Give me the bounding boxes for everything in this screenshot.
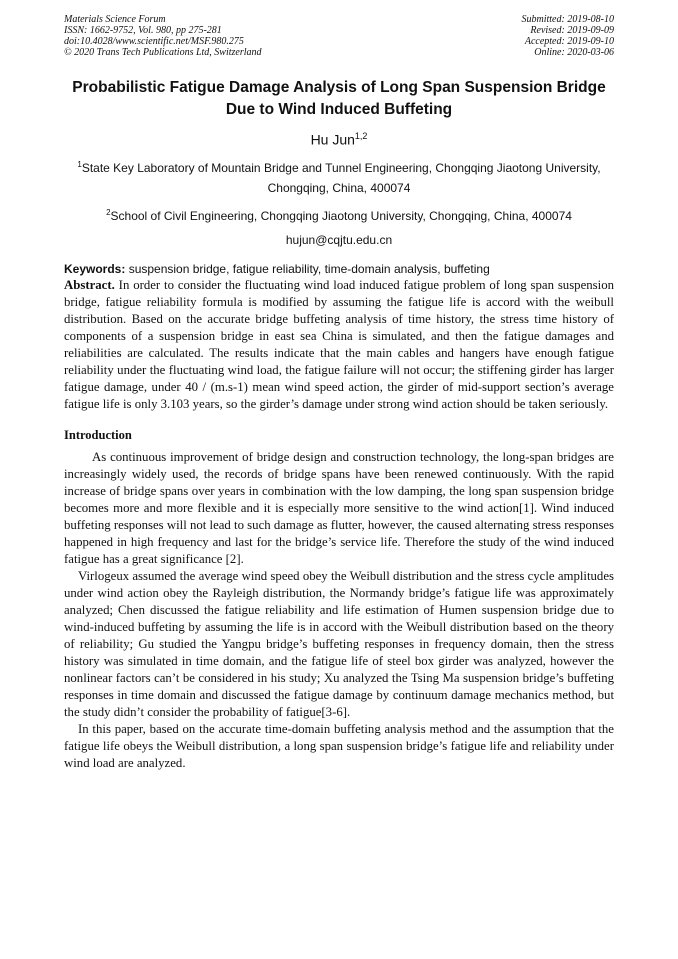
journal-issn: ISSN: 1662-9752, Vol. 980, pp 275-281 — [64, 25, 222, 36]
author-affiliation-marks: 1,2 — [354, 131, 368, 141]
accepted-date: Accepted: 2019-09-10 — [524, 36, 614, 47]
journal-name: Materials Science Forum — [64, 14, 166, 25]
affiliation-1-mark: 1 — [77, 159, 82, 169]
copyright-line: © 2020 Trans Tech Publications Ltd, Switzerland — [64, 47, 262, 58]
section-heading-introduction: Introduction — [64, 427, 132, 442]
online-date: Online: 2020-03-06 — [534, 47, 614, 58]
affiliation-2-text: School of Civil Engineering, Chongqing Jiaotong University, Chongqing, China, 400074 — [110, 208, 572, 223]
introduction-paragraph: Virlogeux assumed the average wind speed obey the Weibull distribution and the stress cycle amplitudes under wind action obey the Rayleigh distribution, the Normandy bridge’s fatigue life was approximately analyzed; Chen discussed the fatigue reliability and life estimation of Humen suspension bridge due to wind-induced buffeting by assuming the life is in accord with the Weibull distribution based on the theory of reliability; Gu studied the Yangpu bridge’s buffeting responses in frequency domain, then the stress history was simulated in time domain, and the fatigue life of steel box girder was analyzed, however the nonlinear factors can’t be considered in his study; Xu analyzed the Tsing Ma suspension bridge’s buffeting responses in time domain and discussed the fatigue damage by continuum damage mechanics method, but the study didn’t consider the probability of fatigue[3-6]. — [64, 568, 614, 719]
author-line — [64, 128, 614, 148]
abstract — [64, 277, 614, 413]
abstract-label: Abstract. — [64, 277, 115, 292]
paper-title: Probabilistic Fatigue Damage Analysis of Long Span Suspension Bridge Due to Wind Induced Buffeting — [72, 79, 606, 118]
abstract-text: In order to consider the fluctuating wind load induced fatigue problem of long span suspension bridge, fatigue reliability formula is modified by assuming the fatigue life is accord with the weibull distribution. Based on the accurate bridge buffeting analysis of time history, the stress time history of components of a suspension bridge in east sea China is simulated, and then the fatigue damages and reliabilities are calculated. The results indicate that the main cables and hangers have enough fatigue reliability under the fluctuating wind load, the fatigue failure will not occur; the stiffening girder has larger fatigue damage, under 40 / (m.s-1) mean wind speed action, the girder of mid-support section’s average fatigue life is only 3.103 years, so the girder’s damage under strong wind action should be taken seriously. — [64, 277, 614, 411]
author-email[interactable]: hujun@cqjtu.edu.cn — [285, 232, 393, 247]
journal-header — [64, 14, 614, 58]
keywords-label: Keywords: — [64, 261, 126, 276]
journal-info — [64, 14, 262, 58]
keywords — [64, 261, 614, 277]
paper-page — [64, 14, 614, 772]
publication-dates — [522, 14, 615, 58]
author-name: Hu Jun — [310, 131, 355, 148]
affiliation-1 — [64, 155, 614, 198]
affiliation-2-mark: 2 — [106, 207, 111, 217]
affiliation-2 — [64, 203, 614, 226]
introduction-paragraph: As continuous improvement of bridge design and construction technology, the long-span bridges are increasingly widely used, the records of bridge spans have been renewed continuously. With the rapid increase of bridge spans over years in combination with the low damping, the long span suspension bridge becomes more and more flexible and it is especially more sensitive to the wind action[1]. Wind induced buffeting responses will not lead to such damage as flutter, however, the caused alternating stress responses happened in high frequency and last for the bridge’s service life. Therefore the study of the wind induced fatigue has a great significance [2]. — [64, 449, 614, 566]
affiliation-1-text: State Key Laboratory of Mountain Bridge and Tunnel Engineering, Chongqing Jiaotong University, Chongqing, China, 400074 — [81, 160, 601, 195]
keywords-text: suspension bridge, fatigue reliability, time-domain analysis, buffeting — [125, 261, 490, 276]
introduction-paragraph: In this paper, based on the accurate time-domain buffeting analysis method and the assumption that the fatigue life obeys the Weibull distribution, a long span suspension bridge’s fatigue life and reliability under wind load are analyzed. — [64, 721, 614, 770]
revised-date: Revised: 2019-09-09 — [530, 25, 614, 36]
journal-doi[interactable]: doi:10.4028/www.scientific.net/MSF.980.275 — [64, 36, 244, 47]
submitted-date: Submitted: 2019-08-10 — [521, 14, 614, 25]
